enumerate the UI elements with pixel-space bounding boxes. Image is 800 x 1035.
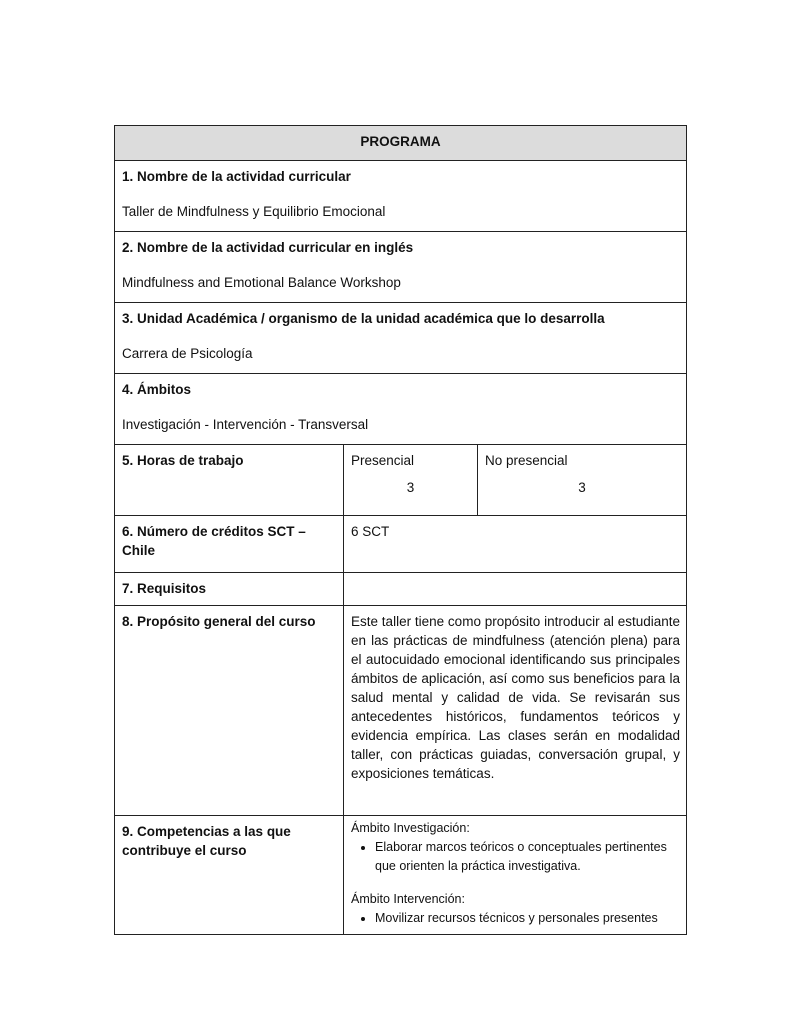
section-9-cell (344, 816, 687, 935)
section-3-cell (115, 303, 687, 374)
section-8-title: 8. Propósito general del curso (115, 606, 344, 816)
section-6-value: 6 SCT (344, 516, 687, 573)
no-presencial-label: No presencial (485, 453, 568, 468)
section-9-row (115, 816, 687, 935)
section-1-value: Taller de Mindfulness y Equilibrio Emocional (122, 204, 386, 219)
section-3-row (115, 303, 687, 374)
ambito-investigacion-list (351, 838, 679, 876)
section-4-title: 4. Ámbitos (122, 382, 192, 397)
section-1-row (115, 161, 687, 232)
section-6-row (115, 516, 687, 573)
section-3-value: Carrera de Psicología (122, 346, 253, 361)
section-8-row (115, 606, 687, 816)
no-presencial-value: 3 (578, 480, 586, 495)
section-5-row (115, 445, 687, 516)
program-table (114, 125, 687, 935)
presencial-label: Presencial (351, 453, 415, 468)
presencial-value: 3 (406, 480, 415, 495)
no-presencial-cell (478, 445, 687, 516)
section-2-row (115, 232, 687, 303)
section-9-title: 9. Competencias a las que contribuye el curso (115, 816, 344, 935)
section-7-row (115, 573, 687, 606)
section-1-cell (115, 161, 687, 232)
ambito-investigacion-label: Ámbito Investigación: (351, 821, 470, 835)
section-7-value (344, 573, 687, 606)
section-4-value: Investigación - Intervención - Transversal (122, 417, 369, 432)
list-item: • Elaborar marcos teóricos o conceptuales pertinentes que orienten la práctica investigativa. (375, 838, 679, 876)
ambito-intervencion-list (351, 909, 679, 928)
section-3-title: 3. Unidad Académica / organismo de la unidad académica que lo desarrolla (122, 311, 605, 326)
list-item: • Movilizar recursos técnicos y personales presentes (375, 909, 679, 928)
section-2-title: 2. Nombre de la actividad curricular en inglés (122, 240, 414, 255)
header-row (115, 126, 687, 161)
section-6-title: 6. Número de créditos SCT – Chile (115, 516, 344, 573)
section-8-value: Este taller tiene como propósito introducir al estudiante en las prácticas de mindfulness (atención plena) para el autocuidado emocional identificando sus principales ámbitos de aplicación, así como sus beneficios para la salud mental y calidad de vida. Se revisarán sus antecedentes históricos, fundamentos teóricos y evidencia empírica. Las clases serán en modalidad taller, con prácticas guiadas, conversación grupal, y exposiciones temáticas. (344, 606, 687, 816)
section-2-value: Mindfulness and Emotional Balance Workshop (122, 275, 401, 290)
section-4-cell (115, 374, 687, 445)
presencial-cell (344, 445, 478, 516)
section-2-cell (115, 232, 687, 303)
program-header: PROGRAMA (115, 126, 687, 161)
section-7-title: 7. Requisitos (115, 573, 344, 606)
section-4-row (115, 374, 687, 445)
section-5-title: 5. Horas de trabajo (115, 445, 344, 516)
section-1-title: 1. Nombre de la actividad curricular (122, 169, 351, 184)
ambito-intervencion-label: Ámbito Intervención: (351, 892, 465, 906)
